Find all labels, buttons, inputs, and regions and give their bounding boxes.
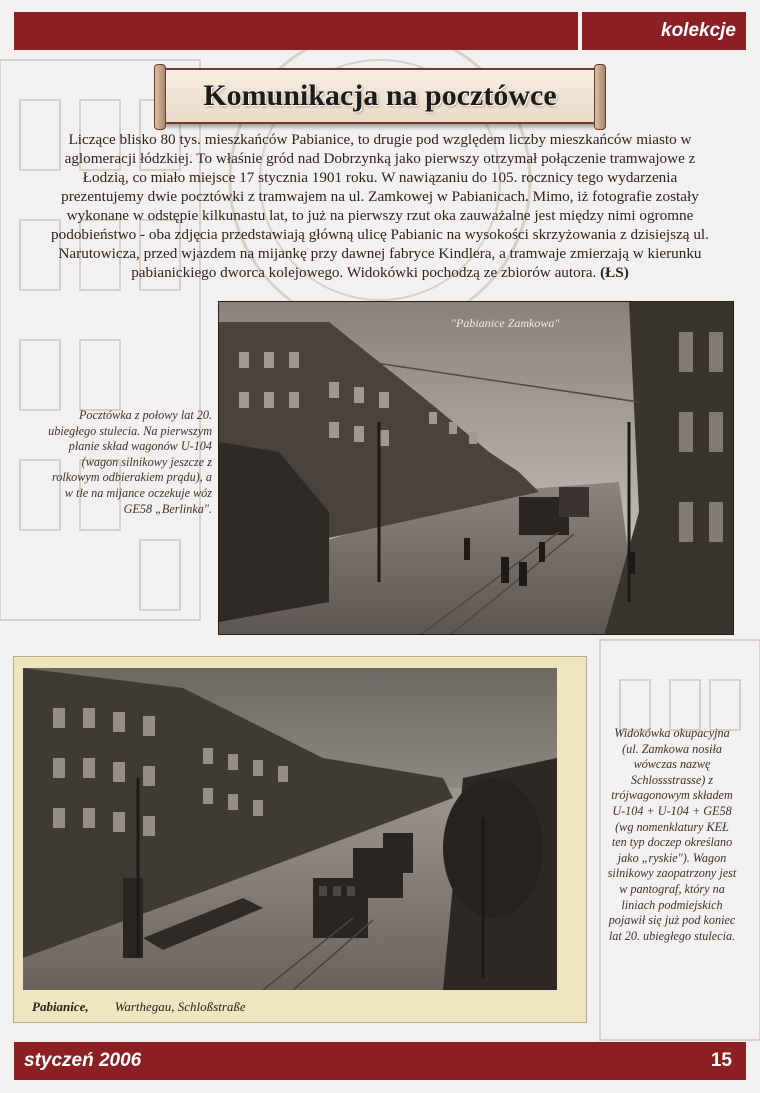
caption-line: (wagon silnikowy jeszcze z [81,454,212,469]
caption-line: pojawił się już pod koniec [608,913,736,928]
intro-line: Narutowicza, przed wjazdem na mijankę przy dawnej fabryce Kindlera, a tramwaje zmierzają w kierunku [58,245,702,262]
caption-line: silnikowy zaopatrzony jest [607,866,737,881]
footer-bar [14,1042,746,1080]
photo-1-caption [28,408,212,517]
postcard-photo-2 [23,668,557,990]
caption-line: w pantograf, który na [619,881,725,896]
article-title-plaque [162,68,598,124]
intro-line-last [20,263,740,282]
caption-line: U-104 + U-104 + GE58 [612,803,732,818]
caption-line: rolkowym odbierakiem prądu), a [52,470,212,485]
article-intro [20,130,740,282]
caption-line: liniach podmiejskich [621,897,723,912]
caption-line: wówczas nazwę [633,757,711,772]
intro-line: wykonane w odstępie kilkunastu lat, to już na pierwszy rzut oka zauważalne jest między nimi ogromne [66,207,694,224]
caption-line: (wg nomenklatury KEŁ [615,819,729,834]
photo-2-caption [592,726,752,944]
caption-line: jako „ryskie"). Wagon [617,850,727,865]
issue-date: styczeń 2006 [24,1050,142,1071]
postcard-2-imprint [32,999,272,1015]
caption-line: trójwagonowym składem [611,788,733,803]
section-label: kolekcje [578,12,746,50]
intro-line: podobieństwo - oba zdjęcia przedstawiają główną ulicę Pabianic na wysokości skrzyżowania z dzisiejszą ul. [51,226,709,243]
caption-line: w tle na mijance oczekuje wóz [64,485,212,500]
caption-line: lat 20. ubiegłego stulecia. [608,928,736,943]
intro-line: Liczące blisko 80 tys. mieszkańców Pabianice, to drugie pod względem liczby mieszkańców miasto w [68,131,692,148]
header-bar [14,12,746,50]
postcard-2-illustration [23,668,557,990]
caption-line: Schlossstrasse) z [630,772,714,787]
postcard-2-town: Pabianice, [32,999,89,1014]
postcard-1-illustration [219,302,734,635]
intro-line: aglomeracji łódzkiej. To właśnie gród nad Dobrzynką jako pierwszy otrzymał połączenie tramwajowe z [64,150,696,167]
article-title: Komunikacja na pocztówce [203,79,557,112]
author-initials: (ŁS) [600,264,629,281]
caption-line: GE58 „Berlinka". [123,501,212,516]
postcard-1-overlay-text: "Pabianice Zamkowa" [451,316,560,330]
intro-line: pabianickiego dworca kolejowego. Widokówki pochodzą ze zbiorów autora. [131,264,597,281]
intro-line: Łodzią, co miało miejsce 17 stycznia 1901 roku. W nawiązaniu do 105. rocznicy tego wydarzenia [82,169,678,186]
caption-line: ubiegłego stulecia. Na pierwszym [48,423,212,438]
postcard-photo-2-frame [13,656,587,1023]
page-number: 15 [710,1050,732,1071]
postcard-photo-1 [218,301,734,635]
caption-line: Pocztówka z połowy lat 20. [78,408,212,422]
caption-line: Widokówka okupacyjna [614,726,730,740]
caption-line: (ul. Zamkowa nosiła [622,741,722,756]
caption-line: ten typ doczep określano [611,835,733,850]
intro-line: prezentujemy dwie pocztówki z tramwajem na ul. Zamkowej w Pabianicach. Mimo, iż fotografie zostały [61,188,699,205]
caption-line: planie skład wagonów U-104 [68,439,212,454]
postcard-2-street: Warthegau, Schloßstraße [114,999,246,1014]
